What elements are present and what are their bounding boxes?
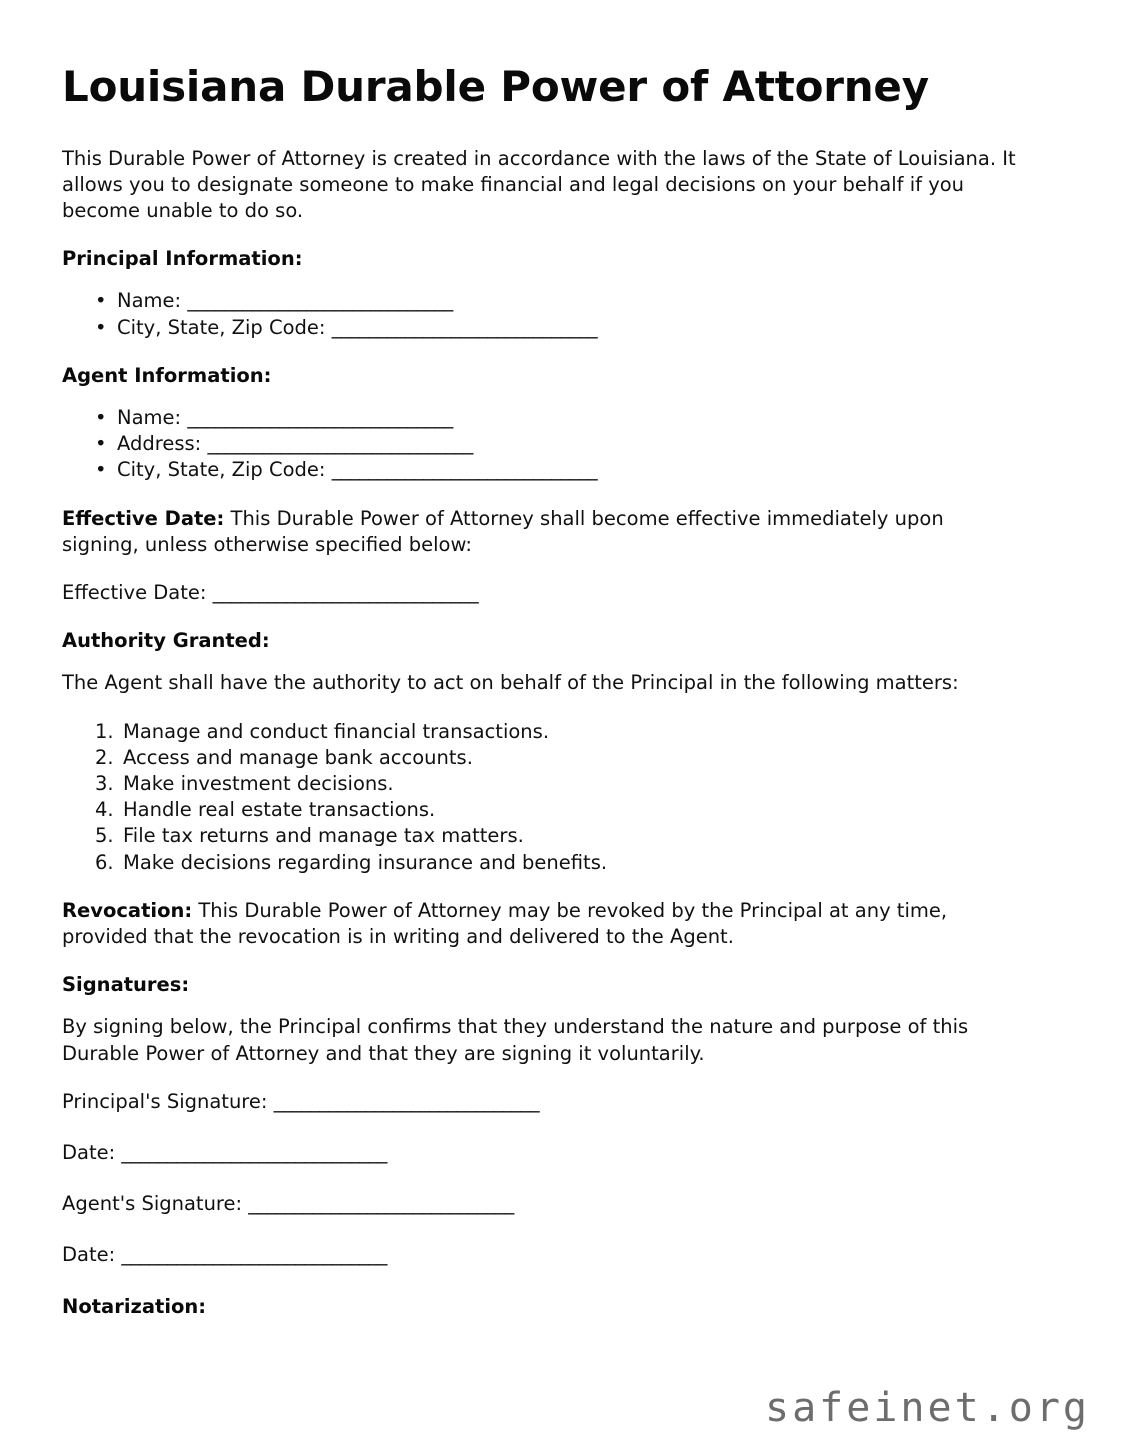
agent-name-label: Name: (117, 405, 182, 429)
list-item: Manage and conduct financial transactions. (123, 719, 550, 743)
list-item (95, 288, 1020, 314)
list-item: Make decisions regarding insurance and benefits. (123, 850, 608, 874)
agent-name-blank[interactable]: _____________________________ (187, 405, 453, 429)
list-item (95, 315, 1020, 341)
signature-lines (62, 1089, 1020, 1269)
effective-date-body: This Durable Power of Attorney shall become effective immediately upon signing, unless otherwise specified below: (62, 506, 944, 556)
effective-date-field-blank[interactable]: _____________________________ (212, 580, 479, 604)
site-watermark: safeinet.org (765, 1385, 1090, 1431)
effective-date-field (62, 580, 1020, 606)
revocation-body: This Durable Power of Attorney may be revoked by the Principal at any time, provided that the revocation is in writing and delivered to the Agent. (62, 898, 948, 949)
list-item: Access and manage bank accounts. (123, 745, 473, 769)
principal-date-field (62, 1140, 1020, 1166)
principal-city-state-zip-label: City, State, Zip Code: (117, 315, 326, 339)
notarization-heading: Notarization: (62, 1294, 207, 1318)
revocation-paragraph (62, 898, 1020, 950)
agent-city-state-zip-blank[interactable]: _____________________________ (331, 458, 598, 482)
page-title: Louisiana Durable Power of Attorney (62, 62, 929, 111)
intro-paragraph: This Durable Power of Attorney is created in accordance with the laws of the State of Louisiana. It allows you to designate someone to make financial and legal decisions on your behalf if you become unable to do so. (62, 146, 1016, 222)
agent-information-heading: Agent Information: (62, 363, 272, 387)
effective-date-field-label: Effective Date: (62, 580, 207, 604)
principal-date-label: Date: (62, 1141, 116, 1165)
list-item: Make investment decisions. (123, 772, 394, 795)
list-item (95, 405, 1020, 431)
list-item: Handle real estate transactions. (123, 798, 436, 822)
agent-date-blank[interactable]: _____________________________ (121, 1243, 387, 1267)
list-item: File tax returns and manage tax matters. (123, 824, 524, 848)
effective-date-lead: Effective Date: (62, 506, 225, 530)
agent-date-label: Date: (62, 1243, 116, 1267)
agent-signature-blank[interactable]: _____________________________ (248, 1192, 514, 1216)
agent-date-field (62, 1242, 1020, 1268)
agent-address-label: Address: (117, 432, 202, 456)
principal-information-fields (62, 288, 1020, 340)
agent-signature-field (62, 1191, 1020, 1217)
principal-signature-label: Principal's Signature: (62, 1089, 268, 1113)
authority-granted-intro: The Agent shall have the authority to act on behalf of the Principal in the following matters: (62, 671, 959, 695)
signatures-heading: Signatures: (62, 973, 190, 997)
principal-name-label: Name: (117, 289, 182, 313)
principal-name-blank[interactable]: _____________________________ (187, 289, 453, 313)
revocation-lead: Revocation: (62, 898, 193, 922)
agent-city-state-zip-label: City, State, Zip Code: (117, 458, 326, 482)
effective-date-paragraph (62, 506, 1020, 558)
agent-signature-label: Agent's Signature: (62, 1192, 243, 1216)
principal-signature-blank[interactable]: _____________________________ (273, 1089, 540, 1113)
list-item (95, 457, 1020, 483)
principal-information-heading: Principal Information: (62, 247, 303, 271)
signatures-statement: By signing below, the Principal confirms that they understand the nature and purpose of this Durable Power of Attorney and that they are signing it voluntarily. (62, 1015, 969, 1065)
authority-granted-heading: Authority Granted: (62, 629, 270, 653)
authority-granted-list (62, 719, 1020, 876)
list-item (95, 431, 1020, 457)
agent-information-fields (62, 405, 1020, 484)
principal-date-blank[interactable]: _____________________________ (121, 1141, 387, 1165)
principal-city-state-zip-blank[interactable]: _____________________________ (331, 315, 598, 339)
agent-address-blank[interactable]: _____________________________ (207, 432, 473, 456)
principal-signature-field (62, 1089, 1020, 1115)
